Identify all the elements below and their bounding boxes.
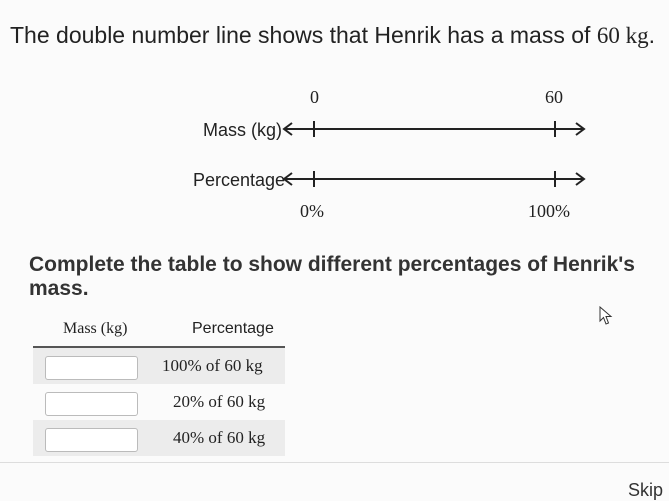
percentage-start-label: 0% [300,201,324,221]
row-percentage-3: 40% of 60 kg [173,428,266,447]
mass-line-label: Mass (kg) [203,120,283,140]
mass-number-line [284,121,584,137]
percentage-number-line [284,171,584,187]
table-row [33,420,285,456]
question-mass-value: 60 kg [596,23,649,48]
mass-end-label: 60 [545,87,563,107]
skip-button[interactable]: Skip [628,480,664,500]
mass-answer-input-3[interactable] [45,428,138,452]
mass-start-label: 0 [310,87,319,107]
percentage-table [33,318,285,456]
mass-answer-input-2[interactable] [45,392,138,416]
mass-answer-input-1[interactable] [45,356,138,380]
instruction-text: Complete the table to show different percentages of Henrik's mass. [29,253,635,300]
question-suffix: . [648,22,655,48]
header-mass: Mass (kg) [63,320,128,337]
mouse-pointer-icon [599,306,613,326]
row-percentage-2: 20% of 60 kg [173,392,266,411]
question-prefix: The double number line shows that Henrik has a mass of [10,22,597,48]
table-row [33,348,285,384]
header-percentage: Percentage [192,320,274,337]
table-row [33,384,285,420]
percentage-line-label: Percentage [193,170,286,190]
footer-divider [0,462,669,463]
row-percentage-1: 100% of 60 kg [162,356,263,375]
percentage-end-label: 100% [528,201,570,221]
table-header [33,318,285,344]
